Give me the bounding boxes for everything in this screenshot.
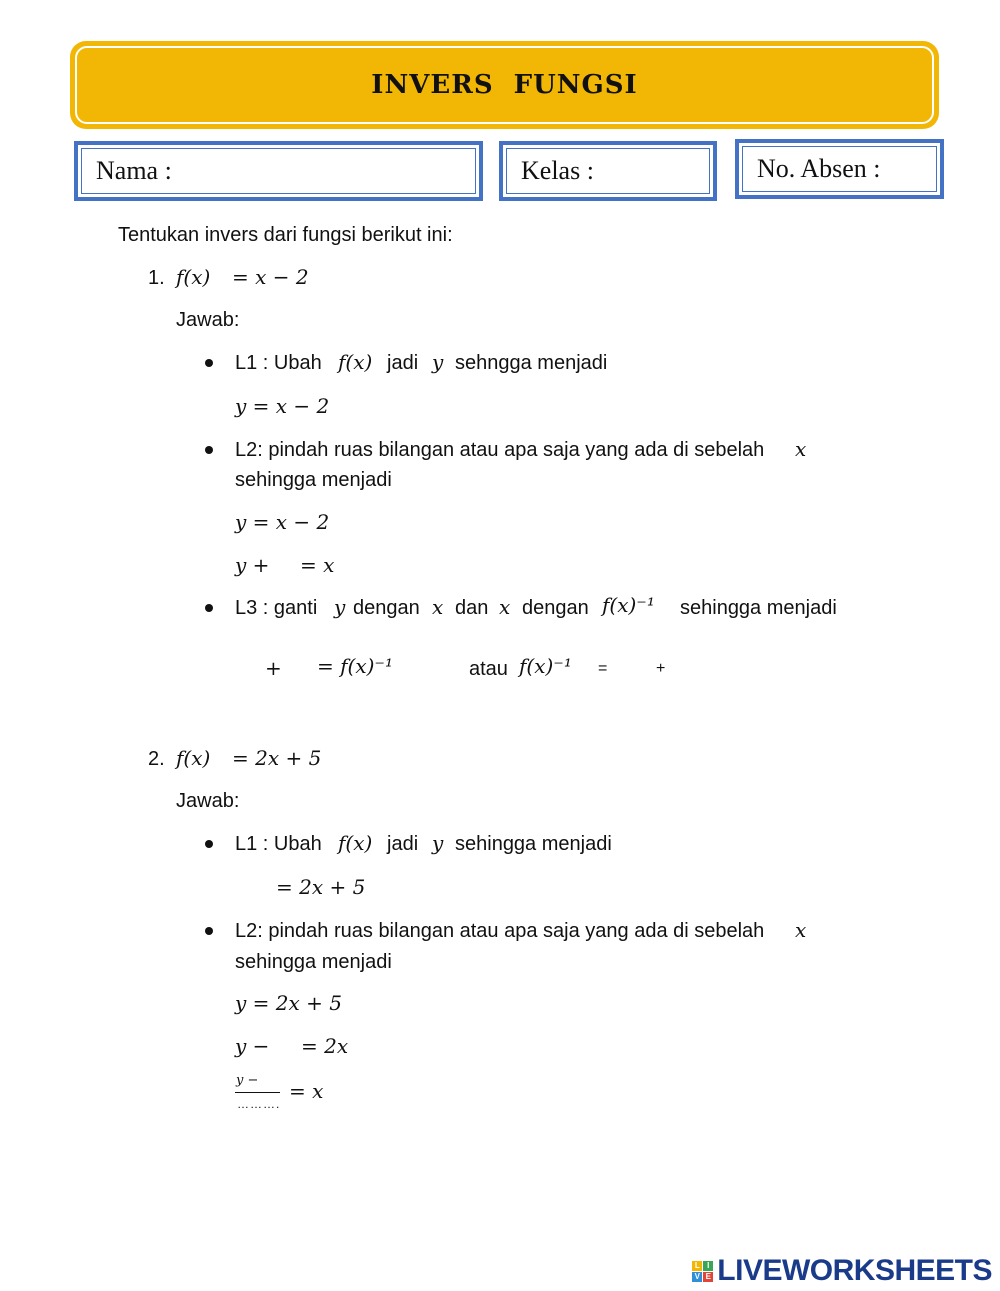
p2-l2-eq2-right: = 2x [301,1034,349,1058]
p1-answer-blank-2[interactable] [285,655,311,681]
p1-l3-dan: dan [455,597,489,619]
p1-l3-dengan-2: dengan [522,597,589,619]
p1-answer-plus-1: + [265,656,282,680]
p1-l3-finv: f(x)⁻¹ [602,593,655,617]
instruction-text: Tentukan invers dari fungsi berikut ini: [118,224,453,246]
p1-l1-rest: sehngga menjadi [455,352,608,374]
bullet-icon [205,604,213,612]
p2-l1-rest: sehingga menjadi [455,833,612,855]
title-banner-inner [75,46,934,124]
p1-l1-label: L1 : Ubah [235,352,322,374]
p1-answer-atau: atau [469,658,508,680]
logo-letter: V [692,1272,702,1282]
problem-2-number: 2. [148,748,165,770]
bullet-icon [205,446,213,454]
p2-l1-fx: f(x) [338,831,373,855]
logo-letter: I [703,1261,713,1271]
p1-answer-blank-1[interactable] [238,655,262,681]
p1-answer-equation: = f(x)⁻¹ [317,654,393,678]
p2-l2-answer-blank[interactable] [273,1034,297,1058]
p2-fraction-equation: = x [289,1079,324,1103]
problem-2-function: f(x) [176,746,211,770]
problem-1-equation: = x − 2 [232,265,309,289]
p2-l1-label: L1 : Ubah [235,833,322,855]
nama-label: Nama : [96,156,172,185]
p1-l2-text: L2: pindah ruas bilangan atau apa saja yang ada di sebelah [235,439,765,461]
p1-l3-x-2: x [499,595,511,619]
problem-1-function: f(x) [176,265,211,289]
p2-l2-line2: sehingga menjadi [235,951,392,973]
liveworksheets-logo [692,1254,992,1288]
bullet-icon [205,927,213,935]
p2-l2-x: x [795,918,807,942]
p1-l3-y: y [334,595,346,619]
problem-2-jawab: Jawab: [176,790,240,812]
p1-l3-x-1: x [432,595,444,619]
p1-answer-finv: f(x)⁻¹ [519,654,572,678]
p1-l1-y: y [432,350,444,374]
absen-label: No. Absen : [757,154,881,183]
p2-l1-equation: = 2x + 5 [276,875,366,899]
p1-l1-jadi: jadi [387,352,419,374]
title-banner [70,41,939,129]
p1-l2-answer-blank[interactable] [275,553,299,577]
logo-letter: L [692,1261,702,1271]
p1-answer-blank-4[interactable] [674,655,708,681]
p2-l2-equation-1: y = 2x + 5 [235,991,342,1015]
p1-l2-x: x [795,437,807,461]
p1-l3-rest: sehingga menjadi [680,597,837,619]
p1-l2-eq2-right: = x [300,553,335,577]
p1-l2-line2: sehingga menjadi [235,469,392,491]
p1-answer-equals: = [598,660,608,677]
absen-field[interactable] [735,139,944,199]
p2-fraction-numerator: y − [236,1073,259,1088]
nama-field[interactable] [74,141,483,201]
liveworksheets-logo-text: LIVEWORKSHEETS [717,1254,992,1287]
p1-l1-fx: f(x) [338,350,373,374]
p1-l1-equation: y = x − 2 [235,394,330,418]
p2-l2-eq2-left: y − [235,1034,270,1058]
p1-answer-plus-2: + [656,660,666,677]
p1-l3-label: L3 : ganti [235,597,318,619]
bullet-icon [205,840,213,848]
p2-l1-jadi: jadi [387,833,419,855]
p2-l1-answer-blank[interactable] [238,874,272,900]
p1-answer-blank-3[interactable] [618,655,652,681]
kelas-label: Kelas : [521,156,594,185]
logo-letter: E [703,1272,713,1282]
problem-1-jawab: Jawab: [176,309,240,331]
p2-l2-text: L2: pindah ruas bilangan atau apa saja yang ada di sebelah [235,920,765,942]
p1-l2-eq2-left: y + [235,553,270,577]
problem-1-number: 1. [148,267,165,289]
p2-fraction-numerator-blank[interactable] [262,1072,280,1088]
kelas-field[interactable] [499,141,717,201]
p2-fraction-denominator[interactable]: ………. [237,1097,281,1111]
worksheet-title: INVERS FUNGSI [371,70,638,100]
liveworksheets-logo-icon [692,1261,713,1282]
p1-l2-equation-1: y = x − 2 [235,510,330,534]
problem-2-equation: = 2x + 5 [232,746,322,770]
p2-fraction-bar [235,1092,280,1093]
bullet-icon [205,359,213,367]
p1-l3-dengan-1: dengan [353,597,420,619]
p2-l1-y: y [432,831,444,855]
